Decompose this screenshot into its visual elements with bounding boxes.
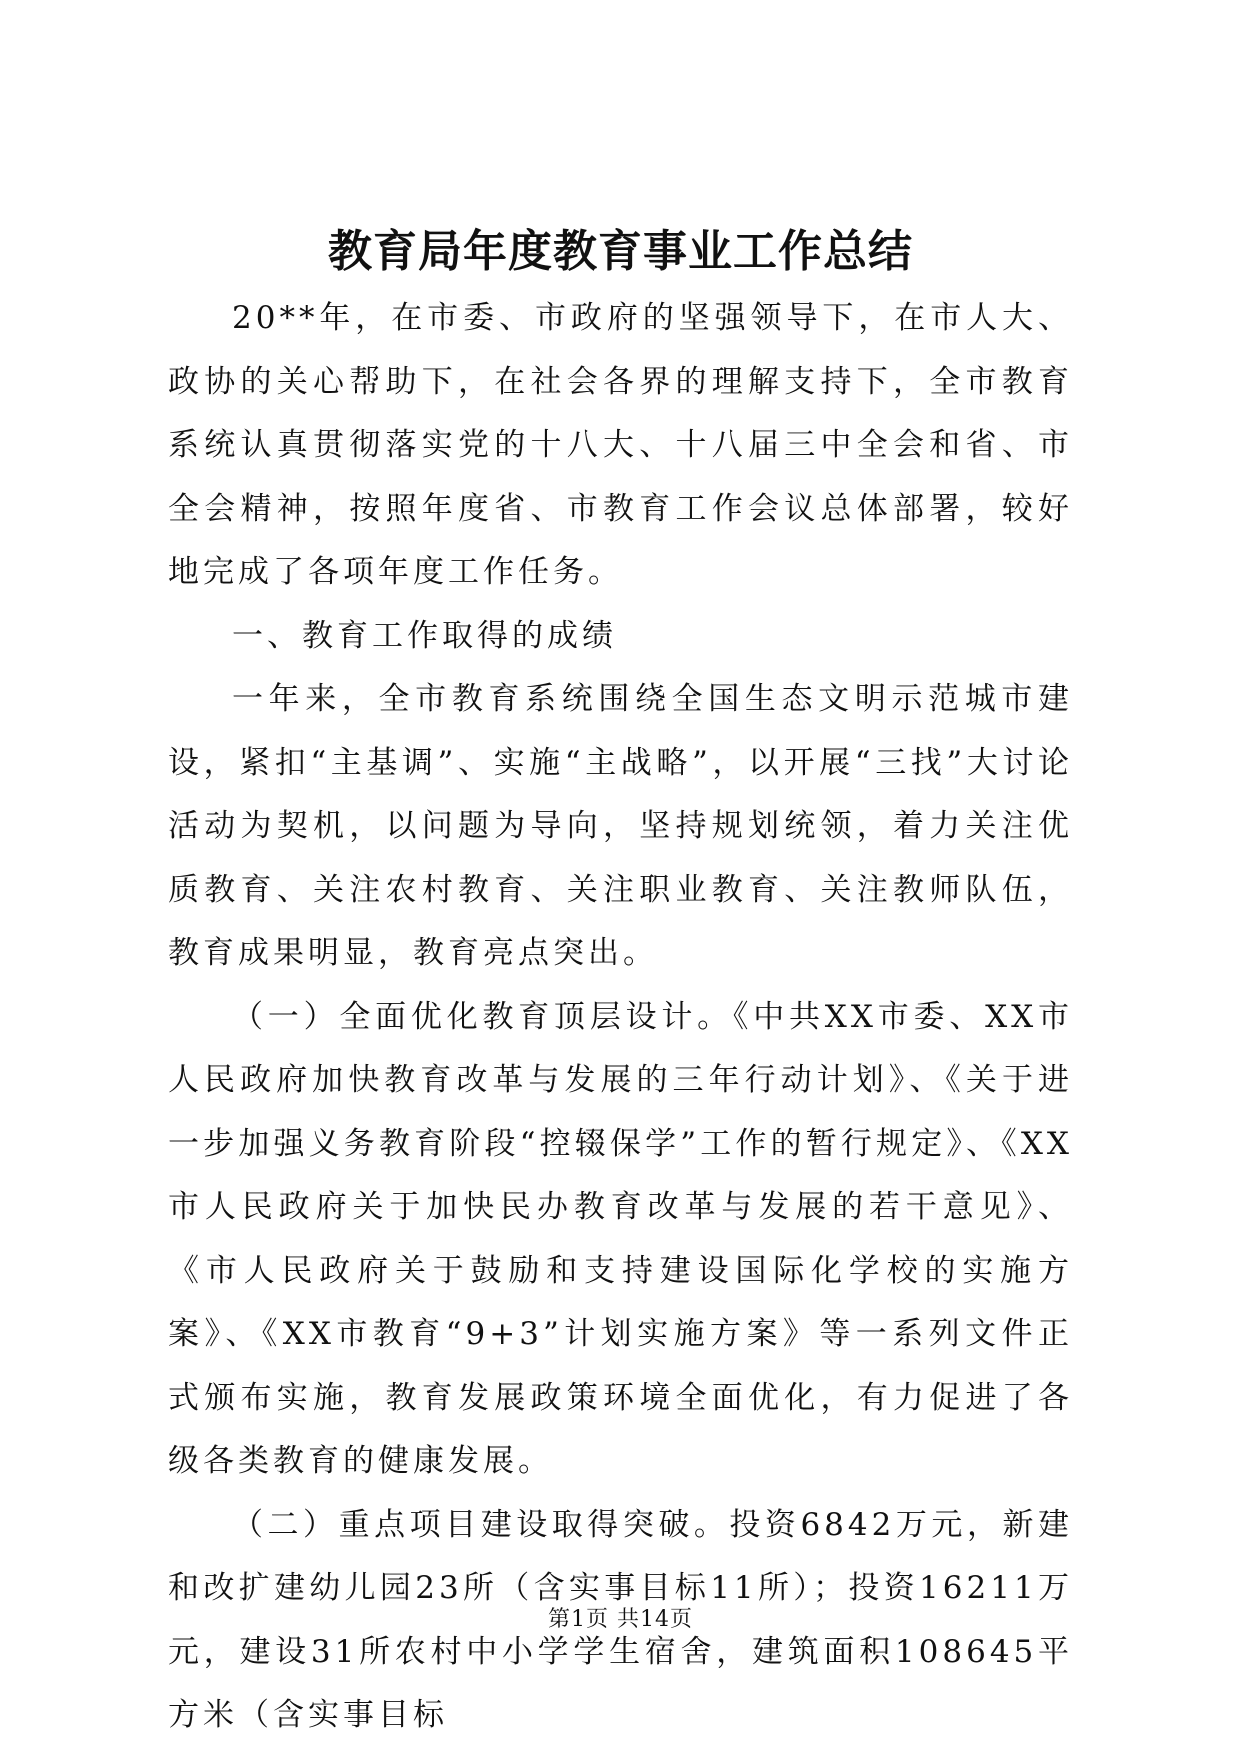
paragraph-intro: 20**年，在市委、市政府的坚强领导下，在市人大、政协的关心帮助下，在社会各界的理解支持下，全市教育系统认真贯彻落实党的十八大、十八届三中全会和省、市全会精神，按照年度省、市教育工作会议总体部署，较好地完成了各项年度工作任务。 [168, 300, 1073, 590]
page-footer [0, 1606, 1241, 1634]
document-title: 教育局年度教育事业工作总结 [328, 226, 913, 277]
section-heading-achievements: 一、教育工作取得的成绩 [232, 617, 617, 654]
document-body [168, 287, 1073, 1748]
page-number: 第1页 共14页 [548, 1607, 693, 1632]
paragraph-top-level-design: （一）全面优化教育顶层设计。《中共XX市委、XX市人民政府加快教育改革与发展的三年行动计划》、《关于进一步加强义务教育阶段“控辍保学”工作的暂行规定》、《XX市人民政府关于加快民办教育改革与发展的若干意见》、《市人民政府关于鼓励和支持建设国际化学校的实施方案》、《XX市教育“9+3”计划实施方案》等一系列文件正式颁布实施，教育发展政策环境全面优化，有力促进了各级各类教育的健康发展。 [168, 998, 1073, 1479]
paragraph-key-projects: （二）重点项目建设取得突破。投资6842万元，新建和改扩建幼儿园23所（含实事目标11所）；投资16211万元，建设31所农村中小学学生宿舍，建筑面积108645平方米（含实事目标 [168, 1506, 1073, 1733]
paragraph-overview: 一年来，全市教育系统围绕全国生态文明示范城市建设，紧扣“主基调”、实施“主战略”，以开展“三找”大讨论活动为契机，以问题为导向，坚持规划统领，着力关注优质教育、关注农村教育、关注职业教育、关注教师队伍，教育成果明显，教育亮点突出。 [168, 681, 1073, 971]
